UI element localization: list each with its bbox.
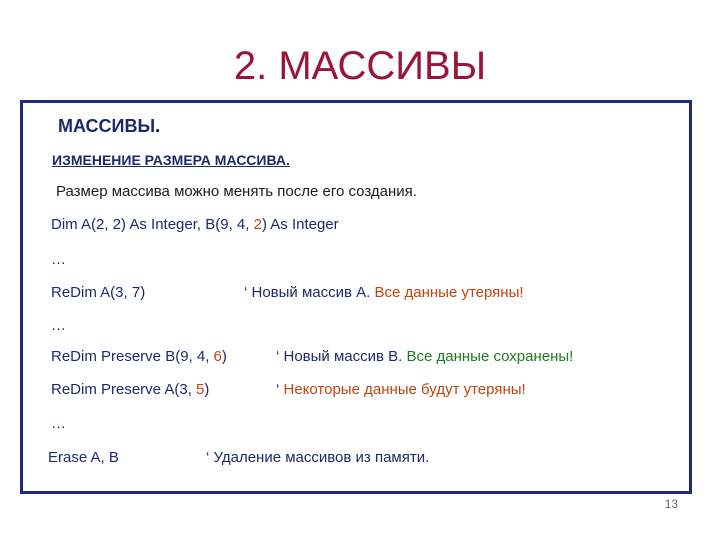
dim-code-num: 2 xyxy=(253,216,262,233)
ellipsis-2: … xyxy=(51,317,66,334)
page-number: 13 xyxy=(664,497,678,511)
redim-warning: Все данные утеряны! xyxy=(374,284,524,301)
preserve-a-tick: ‘ xyxy=(276,381,284,398)
preserve-a-note: Некоторые данные будут утеряны! xyxy=(283,381,526,398)
preserve-b-comment: ‘ Новый массив В. xyxy=(276,348,407,365)
section-heading-dot: . xyxy=(155,116,161,136)
slide-title: 2. МАССИВЫ xyxy=(233,44,487,88)
preserve-a-code-a: ReDim Preserve A(3, xyxy=(51,381,197,398)
preserve-b-code-b: ) xyxy=(221,348,227,365)
intro-text: Размер массива можно менять после его создания. xyxy=(56,183,417,200)
erase-code: Erase A, B xyxy=(48,449,119,466)
code-line-redim xyxy=(51,284,145,301)
code-line-preserve-b xyxy=(51,348,227,365)
preserve-b-num: 6 xyxy=(213,348,222,365)
code-line-dim xyxy=(51,216,339,233)
preserve-b-note: Все данные сохранены! xyxy=(406,348,574,365)
preserve-a-code-b: ) xyxy=(204,381,210,398)
preserve-b-code-a: ReDim Preserve B(9, 4, xyxy=(51,348,214,365)
code-comment-redim xyxy=(244,284,524,301)
section-heading xyxy=(58,116,160,137)
code-line-erase xyxy=(48,449,119,466)
section-heading-text: МАССИВЫ xyxy=(58,116,156,136)
code-line-preserve-a xyxy=(51,381,209,398)
code-comment-preserve-b xyxy=(276,348,573,365)
dim-code-a: Dim A(2, 2) As Integer, B(9, 4, xyxy=(51,216,254,233)
code-comment-preserve-a xyxy=(276,381,526,398)
code-comment-erase: ‘ Удаление массивов из памяти. xyxy=(206,449,430,466)
subheading: ИЗМЕНЕНИЕ РАЗМЕРА МАССИВА. xyxy=(52,152,290,168)
redim-comment: ‘ Новый массив А. xyxy=(244,284,375,301)
redim-code: ReDim A(3, 7) xyxy=(51,284,146,301)
ellipsis-3: … xyxy=(51,415,66,432)
dim-code-b: ) As Integer xyxy=(261,216,339,233)
preserve-a-num: 5 xyxy=(196,381,205,398)
ellipsis-1: … xyxy=(51,251,66,268)
